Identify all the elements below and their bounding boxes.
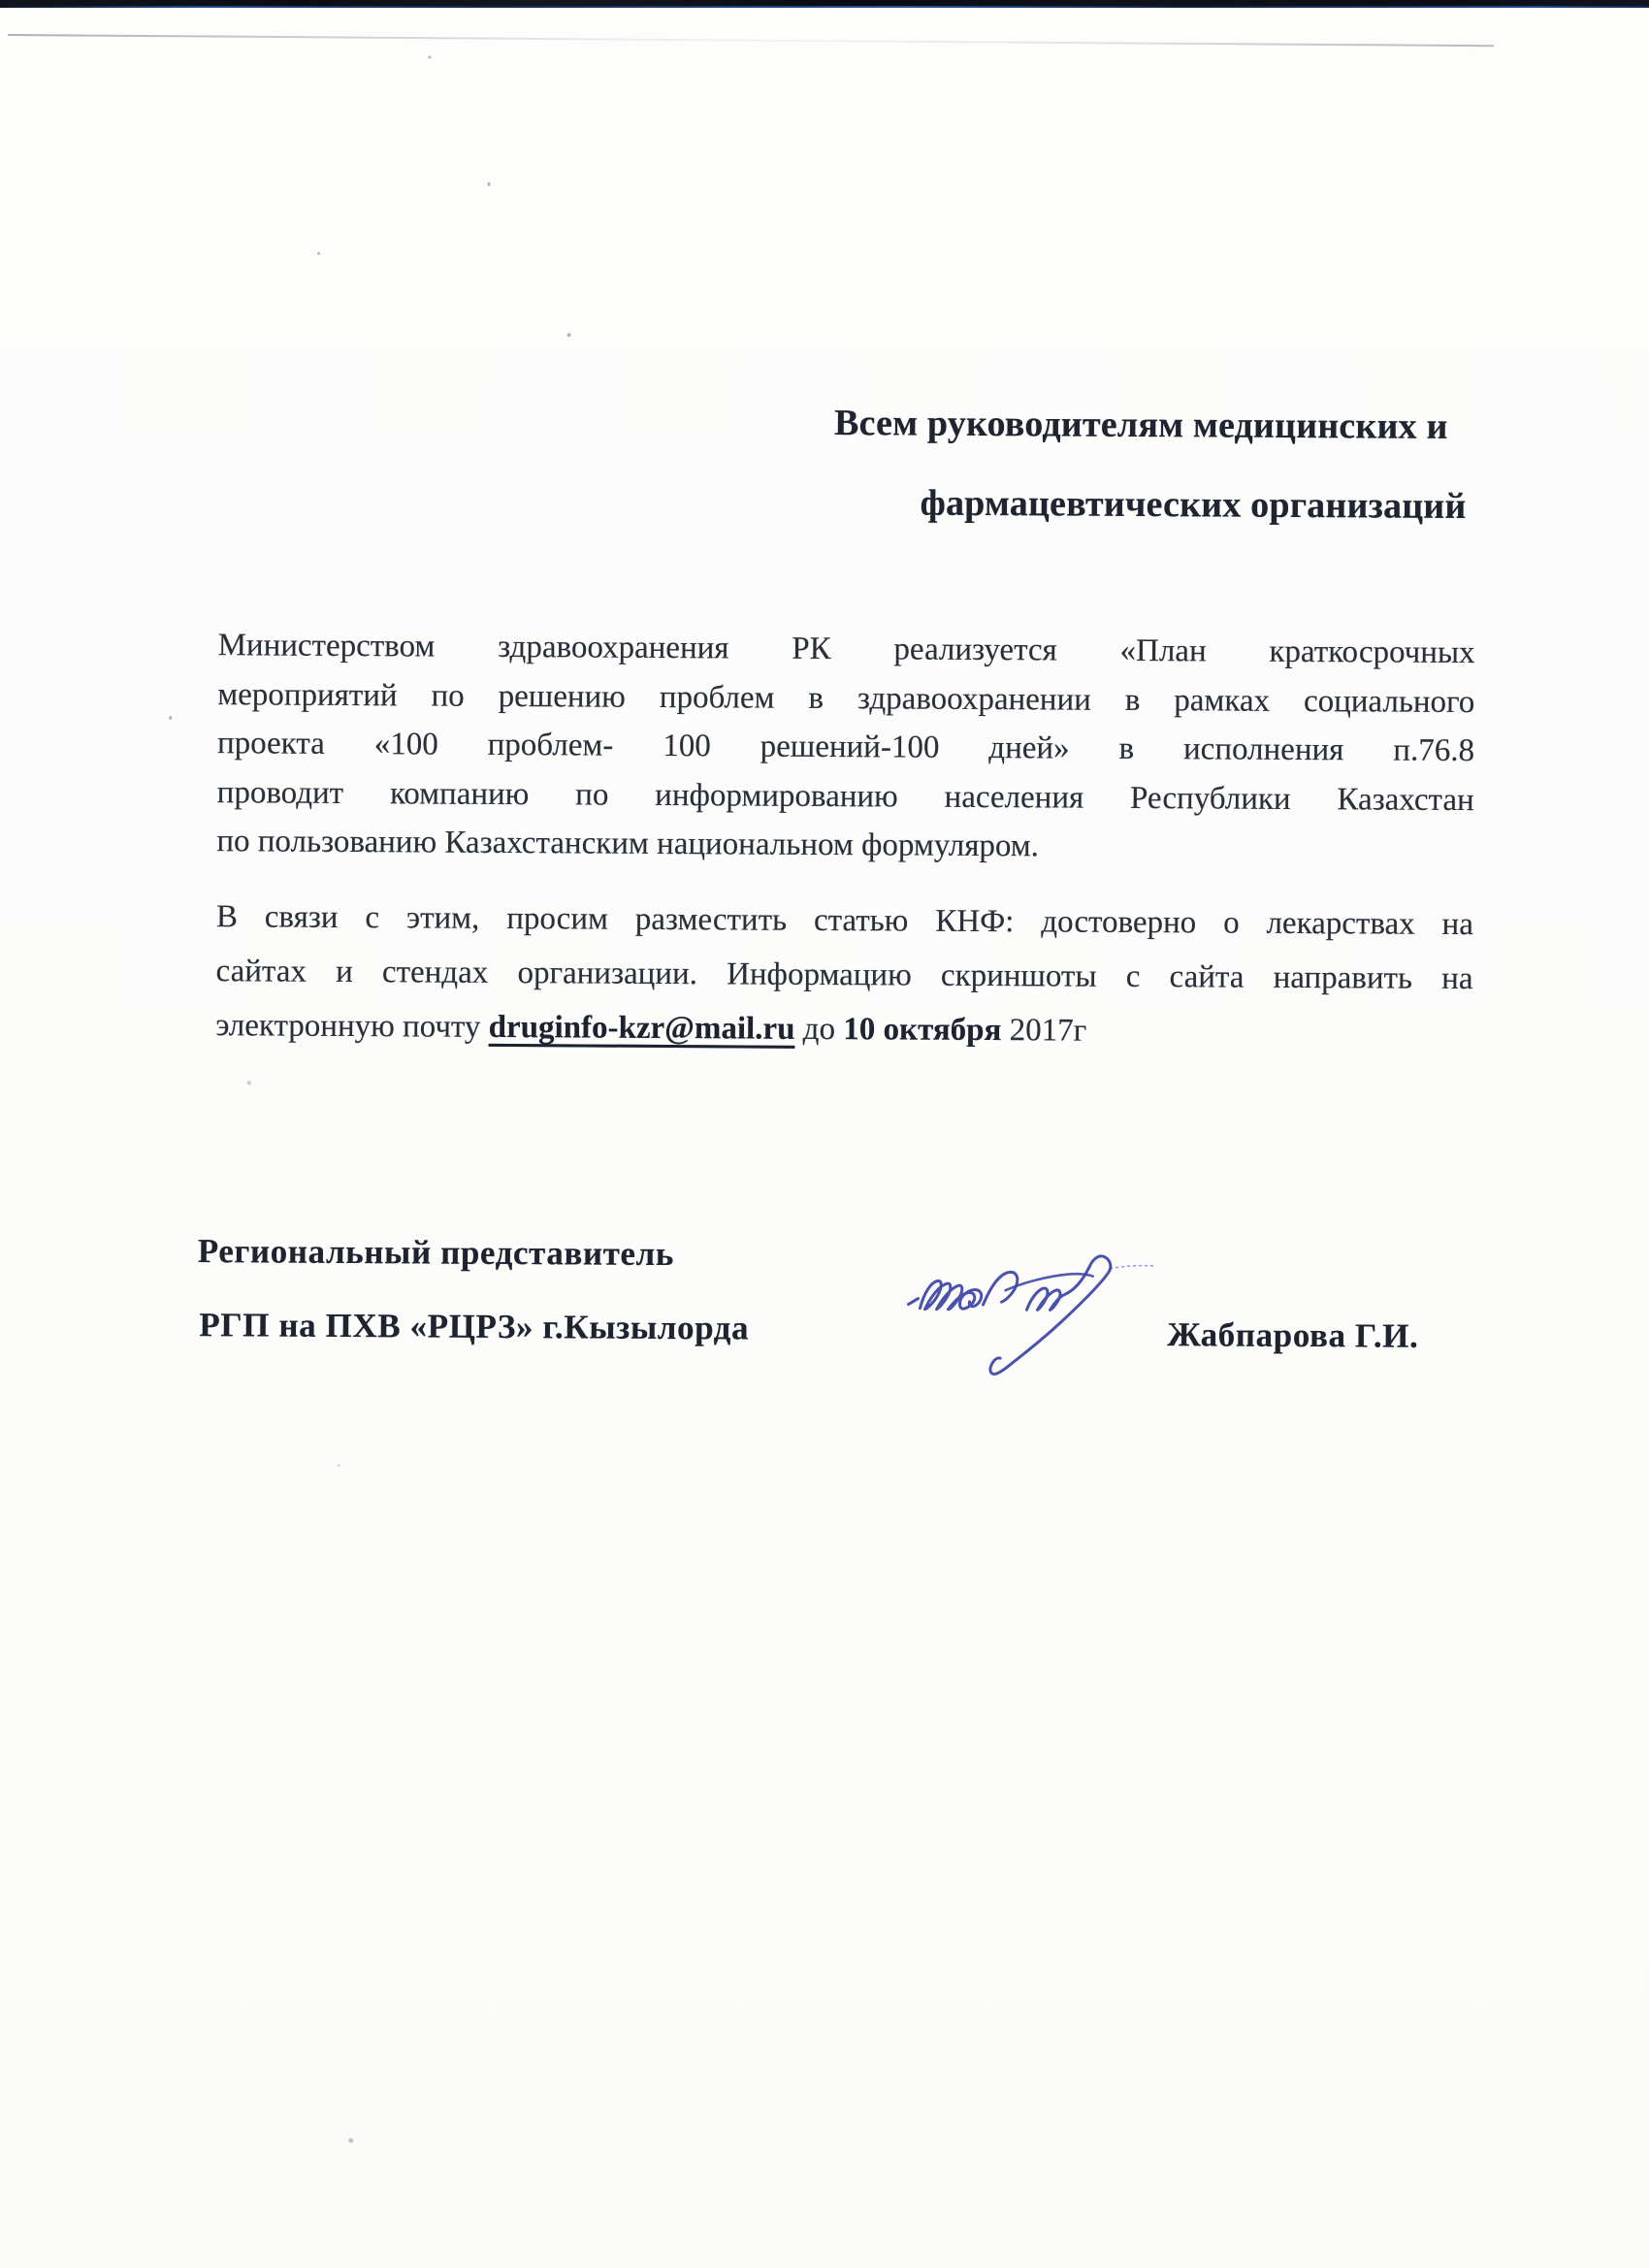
- scan-noise-speck: [348, 2138, 353, 2143]
- email-line-mid: до: [794, 1011, 844, 1048]
- signatory-name: Жабпарова Г.И.: [1167, 1315, 1419, 1355]
- scan-noise-speck: [567, 333, 571, 337]
- paragraph-2-line-3: [215, 1001, 1472, 1063]
- scan-noise-speck: [337, 1464, 340, 1467]
- addressee-line-2: фармацевтических организаций: [920, 482, 1467, 528]
- deadline-date: 10 октября: [843, 1012, 1002, 1049]
- email-line-suffix: 2017г: [1001, 1013, 1087, 1049]
- email-address: druginfo-kzr@mail.ru: [488, 1009, 795, 1047]
- paragraph-2: [215, 892, 1473, 1063]
- scan-noise-speck: [317, 252, 320, 255]
- paragraph-1: [216, 623, 1475, 875]
- handwritten-signature: [850, 1234, 1180, 1406]
- paragraph-1-line-3: проекта «100 проблем- 100 решений-100 дней» в исполнения п.76.8: [216, 726, 1475, 769]
- scan-noise-speck: [428, 55, 431, 58]
- addressee-line-1: Всем руководителям медицинских и: [833, 403, 1448, 447]
- paragraph-2-line-1: В связи с этим, просим разместить статью КНФ: достоверно о лекарствах на: [215, 899, 1474, 943]
- signatory-role-line: Региональный представитель: [197, 1232, 675, 1274]
- scan-noise-speck: [169, 716, 172, 720]
- paragraph-2-line-2: сайтах и стендах организации. Информацию скриншоты с сайта направить на: [215, 954, 1473, 997]
- paragraph-1-line-1: Министерством здравоохранения РК реализуется «План краткосрочных: [217, 628, 1475, 671]
- email-line-prefix: электронную почту: [215, 1008, 489, 1045]
- paragraph-1-line-2: мероприятий по решению проблем в здравоохранении в рамках социального: [217, 676, 1475, 720]
- signatory-org-line: РГП на ПХВ «РЦРЗ» г.Кызылорда: [199, 1306, 750, 1347]
- paragraph-1-line-4: проводит компанию по информированию населения Республики Казахстан: [216, 774, 1474, 818]
- scan-noise-speck: [488, 182, 491, 186]
- paragraph-1-line-5: по пользованию Казахстанским национальном формуляром.: [216, 824, 1040, 864]
- scan-noise-speck: [247, 1081, 251, 1085]
